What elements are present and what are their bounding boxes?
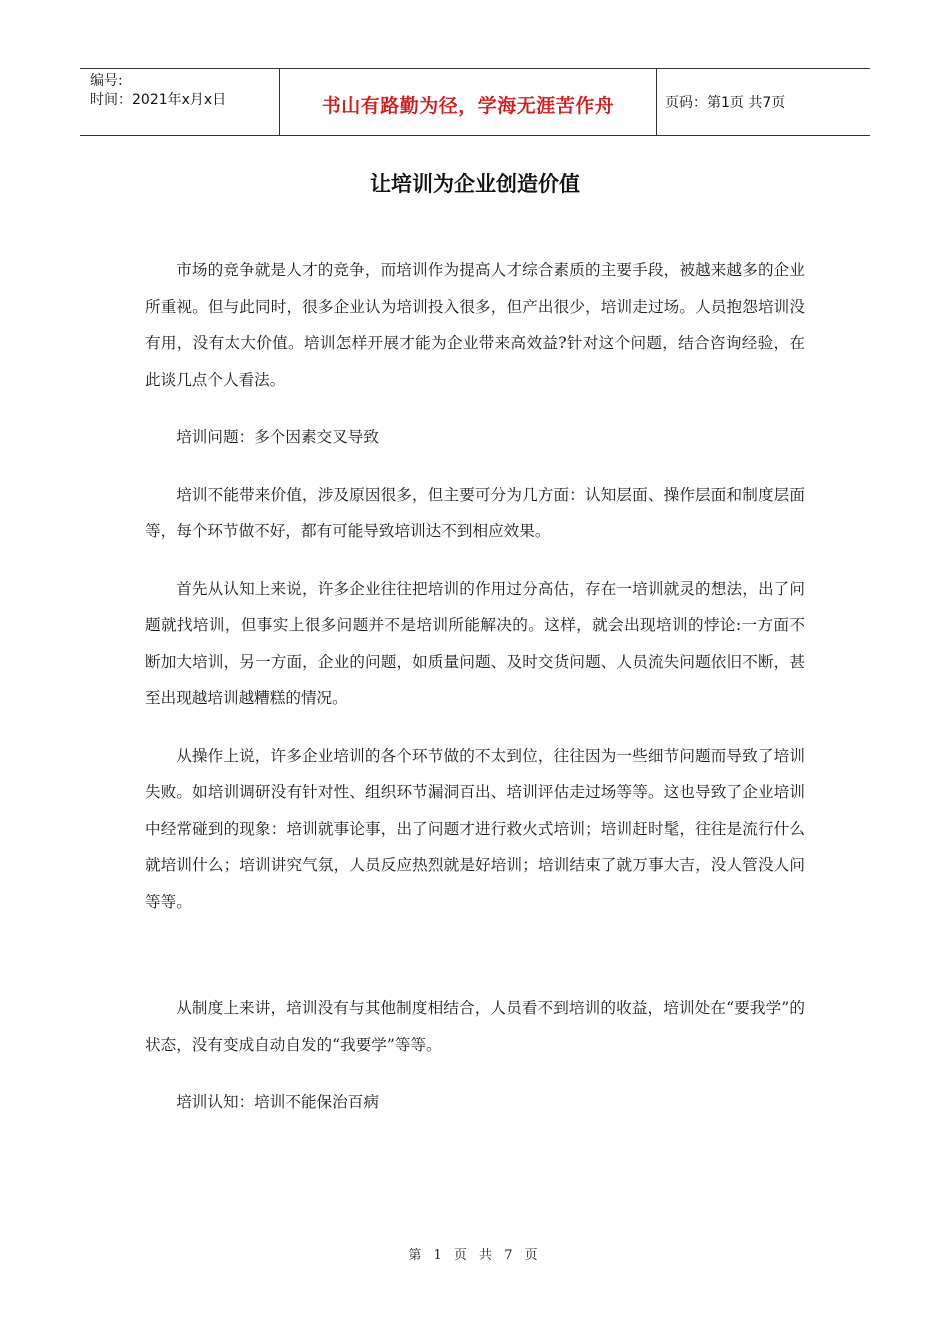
header-table [80, 68, 870, 136]
header-motto-cell [280, 69, 657, 135]
paragraph-causes: 培训不能带来价值，涉及原因很多，但主要可分为几方面：认知层面、操作层面和制度层面等，每个环节做不好，都有可能导致培训达不到相应效果。 [145, 485, 805, 540]
document-time-label: 时间：2021年x月x日 [90, 92, 227, 108]
section-heading-problems: 培训问题：多个因素交叉导致 [176, 428, 379, 446]
paragraph-cognition: 首先从认知上来说，许多企业往往把培训的作用过分高估，存在一培训就灵的想法，出了问题就找培训，但事实上很多问题并不是培训所能解决的。这样，就会出现培训的悖论:一方面不断加大培训，另一方面，企业的问题，如质量问题、及时交货问题、人员流失问题依旧不断，甚至出现越培训越糟糕的情况。 [145, 579, 805, 707]
paragraph-intro: 市场的竞争就是人才的竞争，而培训作为提高人才综合素质的主要手段，被越来越多的企业所重视。但与此同时，很多企业认为培训投入很多，但产出很少，培训走过场。人员抱怨培训没有用，没有太大价值。培训怎样开展才能为企业带来高效益?针对这个问题，结合咨询经验，在此谈几点个人看法。 [145, 261, 805, 389]
document-body [145, 252, 805, 1121]
header-motto: 书山有路勤为径，学海无涯苦作舟 [321, 94, 615, 117]
section-heading-cognition: 培训认知：培训不能保治百病 [176, 1093, 379, 1111]
document-title: 让培训为企业创造价值 [370, 172, 580, 196]
document-number-label: 编号: [90, 73, 123, 89]
paragraph-system: 从制度上来讲，培训没有与其他制度相结合，人员看不到培训的收益，培训处在“要我学”的状态，没有变成自动自发的“我要学”等等。 [145, 999, 805, 1054]
page-footer: 第 1 页 共 7 页 [408, 1248, 542, 1263]
paragraph-operation: 从操作上说，许多企业培训的各个环节做的不太到位，往往因为一些细节问题而导致了培训失败。如培训调研没有针对性、组织环节漏洞百出、培训评估走过场等等。这也导致了企业培训中经常碰到的现象：培训就事论事，出了问题才进行救火式培训；培训赶时髦，往往是流行什么就培训什么；培训讲究气氛，人员反应热烈就是好培训；培训结束了就万事大吉，没人管没人问等等。 [145, 746, 805, 911]
header-meta [80, 69, 280, 135]
header-page-code: 页码：第1页 共7页 [665, 95, 786, 111]
